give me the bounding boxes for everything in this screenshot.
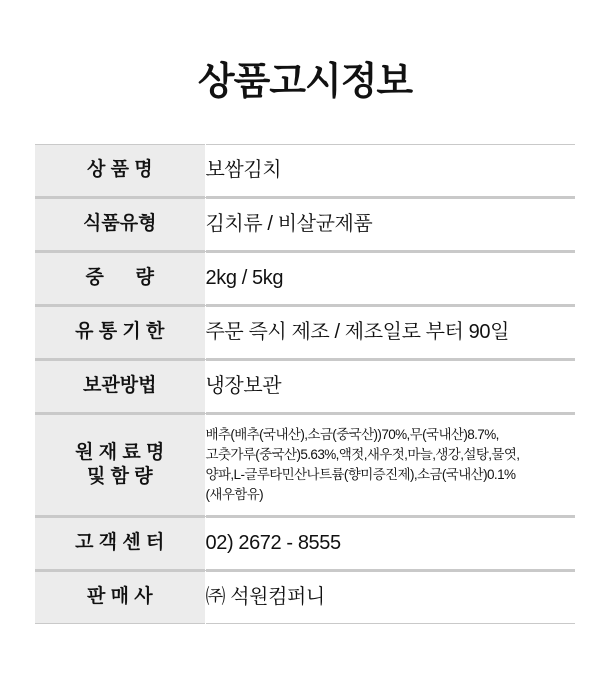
table-row: [35, 517, 575, 569]
table-row: [35, 144, 575, 196]
table-row-label: [35, 414, 205, 515]
table-row-label: [35, 571, 205, 623]
table-row-label: [35, 198, 205, 250]
table-row-label-line: 보관방법: [83, 375, 157, 397]
table-row-value-line: 냉장보관: [205, 374, 282, 397]
table-row-value: [205, 306, 575, 358]
page-title: 상품고시정보: [197, 61, 413, 103]
product-info-table-wrapper: [35, 144, 575, 624]
table-row-value: [205, 198, 575, 250]
table-row-label-line: 판 매 사: [86, 586, 153, 608]
table-row-value-line: 고춧가루(중국산)5.63%,액젓,새우젓,마늘,생강,설탕,물엿,: [205, 446, 520, 462]
table-row-value: [205, 252, 575, 304]
table-row-value: [205, 360, 575, 412]
table-row-value-line: ㈜ 석원컴퍼니: [205, 585, 325, 608]
table-row: [35, 414, 575, 515]
table-row-value-line: 보쌈김치: [205, 158, 282, 181]
table-row-label: [35, 252, 205, 304]
table-row-value-line: 주문 즉시 제조 / 제조일로 부터 90일: [205, 320, 510, 343]
table-row: [35, 306, 575, 358]
table-row-value-line: (새우함유): [205, 486, 264, 502]
table-row-value: [205, 414, 575, 515]
table-row-label-line: 유 통 기 한: [75, 321, 165, 343]
table-row-label-line: 및 함 량: [86, 465, 153, 487]
table-row-label-line: 고 객 센 터: [75, 532, 165, 554]
table-row-label: [35, 360, 205, 412]
table-row-label-line: 중 량: [85, 267, 154, 289]
table-row-label-line: 원 재 료 명: [75, 441, 165, 463]
table-row-value-line: 양파,L-글루타민산나트륨(향미증진제),소금(국내산)0.1%: [205, 466, 516, 482]
table-row: [35, 571, 575, 623]
table-row-label-line: 상 품 명: [86, 159, 153, 181]
table-row-value-line: 김치류 / 비살균제품: [205, 212, 373, 235]
table-row-value-line: 2kg / 5kg: [205, 266, 284, 289]
table-row-value: [205, 571, 575, 623]
table-row-label: [35, 306, 205, 358]
table-row-label: [35, 517, 205, 569]
table-row-value-line: 02) 2672 - 8555: [205, 531, 341, 554]
table-row: [35, 360, 575, 412]
table-row-label: [35, 144, 205, 196]
product-info-table: [35, 144, 575, 624]
product-info-table-body: [35, 144, 575, 623]
table-row-value: [205, 517, 575, 569]
table-row-label-line: 식품유형: [83, 213, 157, 235]
table-row: [35, 252, 575, 304]
table-row-value-line: 배추(배추(국내산),소금(중국산))70%,무(국내산)8.7%,: [205, 426, 499, 442]
table-row-value: [205, 144, 575, 196]
table-row: [35, 198, 575, 250]
